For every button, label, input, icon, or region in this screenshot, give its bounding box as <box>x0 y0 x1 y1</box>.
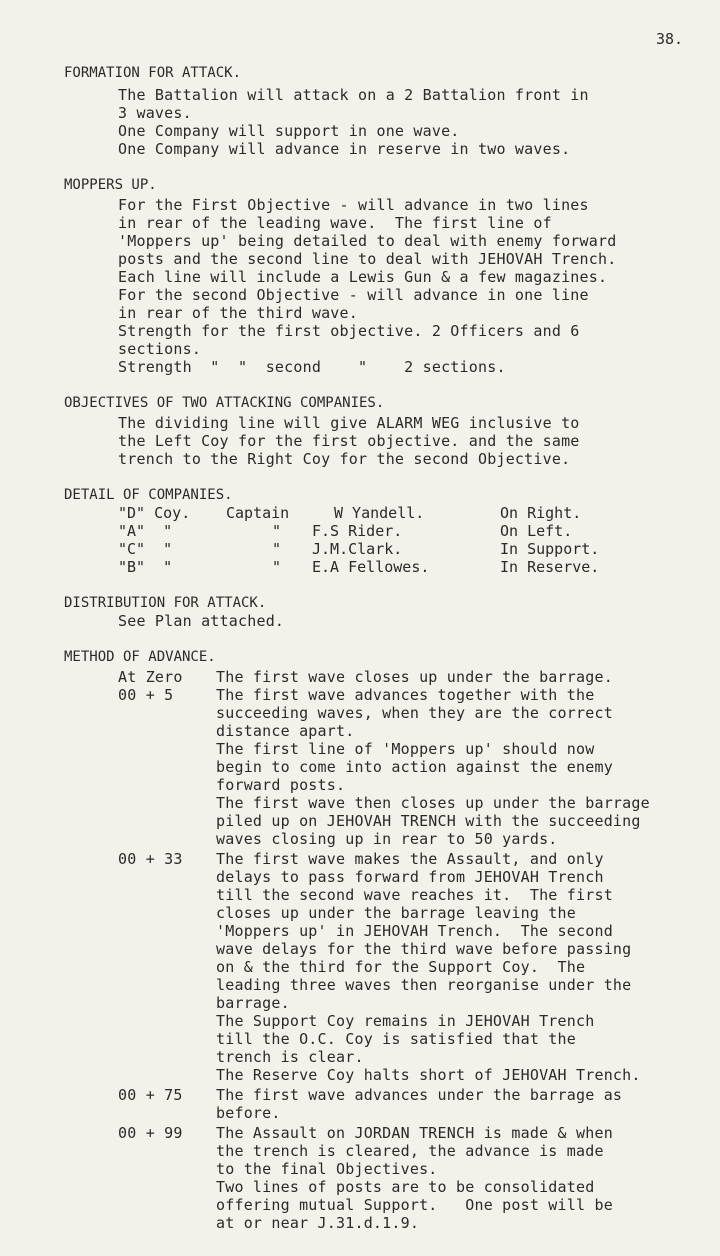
company-label: "B" " <box>118 558 173 576</box>
step-line: barrage. <box>216 994 290 1012</box>
step-line: till the second wave reaches it. The first <box>216 886 613 904</box>
step-time: 00 + 75 <box>118 1086 183 1104</box>
step-line: on & the third for the Support Coy. The <box>216 958 586 976</box>
objectives-line: trench to the Right Coy for the second Objective. <box>118 450 571 468</box>
moppers-line: For the second Objective - will advance in one line <box>118 286 589 304</box>
company-rank: Captain <box>226 504 290 522</box>
company-label: "A" " <box>118 522 173 540</box>
objectives-heading: OBJECTIVES OF TWO ATTACKING COMPANIES. <box>64 395 385 411</box>
step-line: The Assault on JORDAN TRENCH is made & when <box>216 1124 613 1142</box>
moppers-line: For the First Objective - will advance in two lines <box>118 196 589 214</box>
step-line: to the final Objectives. <box>216 1160 438 1178</box>
distribution-line: See Plan attached. <box>118 612 285 630</box>
moppers-line: 'Moppers up' being detailed to deal with enemy forward <box>118 232 617 250</box>
company-rank: " <box>272 540 282 558</box>
step-line: begin to come into action against the enemy <box>216 758 613 776</box>
company-position: On Right. <box>500 504 582 522</box>
moppers-heading: MOPPERS UP. <box>64 177 157 193</box>
moppers-line: posts and the second line to deal with JEHOVAH Trench. <box>118 250 617 268</box>
objectives-line: The dividing line will give ALARM WEG inclusive to <box>118 414 580 432</box>
step-line: The Support Coy remains in JEHOVAH Trench <box>216 1012 595 1030</box>
formation-line: One Company will support in one wave. <box>118 122 460 140</box>
step-line: The first wave advances under the barrage as <box>216 1086 623 1104</box>
company-label: "C" " <box>118 540 173 558</box>
method-heading: METHOD OF ADVANCE. <box>64 649 216 665</box>
step-time: 00 + 99 <box>118 1124 183 1142</box>
step-line: The first line of 'Moppers up' should now <box>216 740 595 758</box>
company-commander: J.M.Clark. <box>312 540 403 558</box>
moppers-line: Strength " " second " 2 sections. <box>118 358 506 376</box>
step-time: At Zero <box>118 668 183 686</box>
company-commander: W Yandell. <box>334 504 425 522</box>
formation-line: The Battalion will attack on a 2 Battalion front in <box>118 86 589 104</box>
company-position: On Left. <box>500 522 573 540</box>
step-line: Two lines of posts are to be consolidated <box>216 1178 595 1196</box>
step-line: The first wave closes up under the barrage. <box>216 668 613 686</box>
step-line: till the O.C. Coy is satisfied that the <box>216 1030 576 1048</box>
company-label: "D" Coy. <box>118 504 191 522</box>
step-line: delays to pass forward from JEHOVAH Trench <box>216 868 604 886</box>
step-line: 'Moppers up' in JEHOVAH Trench. The second <box>216 922 613 940</box>
step-line: The first wave advances together with the <box>216 686 595 704</box>
step-line: wave delays for the third wave before passing <box>216 940 632 958</box>
step-line: The first wave then closes up under the barrage <box>216 794 650 812</box>
company-commander: E.A Fellowes. <box>312 558 430 576</box>
moppers-line: in rear of the leading wave. The first line of <box>118 214 552 232</box>
step-line: at or near J.31.d.1.9. <box>216 1214 420 1232</box>
step-line: The Reserve Coy halts short of JEHOVAH Trench. <box>216 1066 641 1084</box>
step-line: The first wave makes the Assault, and only <box>216 850 604 868</box>
company-rank: " <box>272 522 282 540</box>
step-line: closes up under the barrage leaving the <box>216 904 576 922</box>
company-rank: " <box>272 558 282 576</box>
step-line: leading three waves then reorganise under the <box>216 976 632 994</box>
step-line: offering mutual Support. One post will be <box>216 1196 613 1214</box>
step-line: piled up on JEHOVAH TRENCH with the succeeding <box>216 812 641 830</box>
moppers-line: Strength for the first objective. 2 Officers and 6 <box>118 322 580 340</box>
moppers-line: in rear of the third wave. <box>118 304 358 322</box>
moppers-line: Each line will include a Lewis Gun & a few magazines. <box>118 268 608 286</box>
step-line: forward posts. <box>216 776 346 794</box>
step-line: waves closing up in rear to 50 yards. <box>216 830 558 848</box>
formation-line: One Company will advance in reserve in two waves. <box>118 140 571 158</box>
companies-heading: DETAIL OF COMPANIES. <box>64 487 233 503</box>
step-time: 00 + 5 <box>118 686 174 704</box>
step-line: distance apart. <box>216 722 355 740</box>
formation-heading: FORMATION FOR ATTACK. <box>64 65 242 81</box>
step-line: before. <box>216 1104 281 1122</box>
step-line: trench is clear. <box>216 1048 364 1066</box>
step-line: the trench is cleared, the advance is made <box>216 1142 604 1160</box>
page-number: 38. <box>656 30 684 48</box>
company-commander: F.S Rider. <box>312 522 403 540</box>
moppers-line: sections. <box>118 340 202 358</box>
step-line: succeeding waves, when they are the correct <box>216 704 613 722</box>
distribution-heading: DISTRIBUTION FOR ATTACK. <box>64 595 267 611</box>
step-time: 00 + 33 <box>118 850 183 868</box>
formation-line: 3 waves. <box>118 104 192 122</box>
objectives-line: the Left Coy for the first objective. and the same <box>118 432 580 450</box>
company-position: In Support. <box>500 540 600 558</box>
company-position: In Reserve. <box>500 558 600 576</box>
